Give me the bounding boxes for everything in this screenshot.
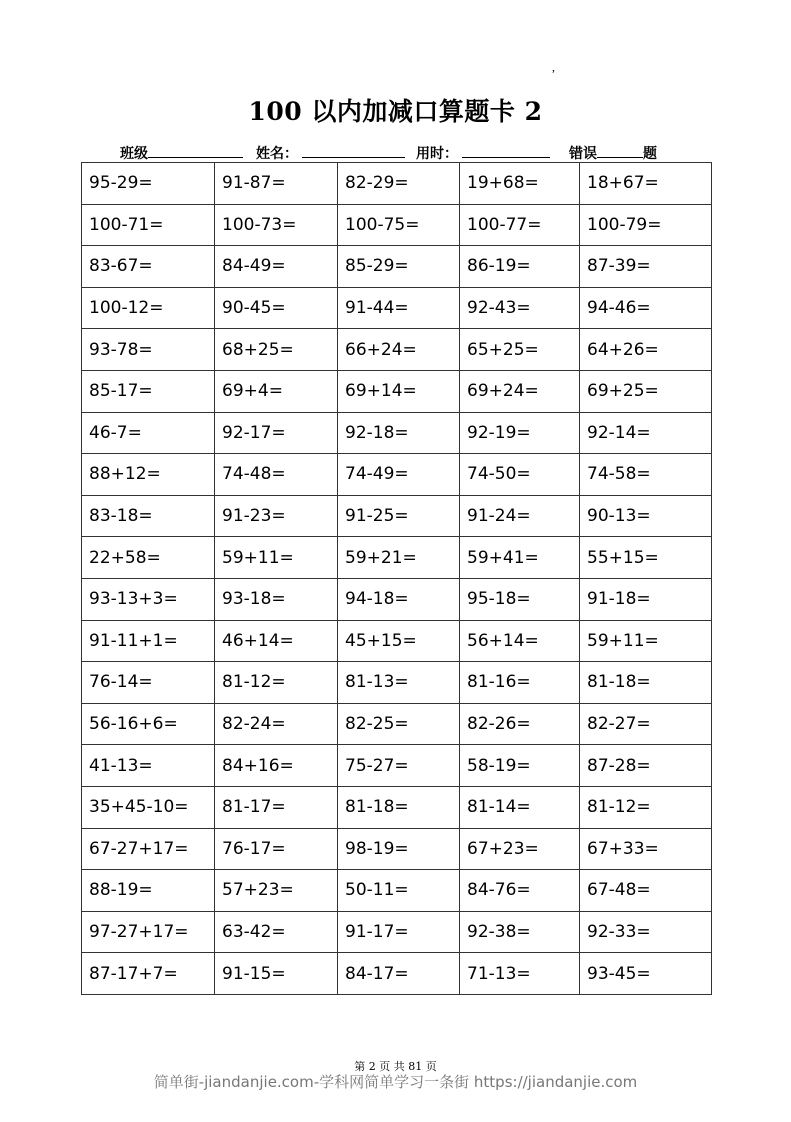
problem-cell: 71-13=: [460, 953, 580, 995]
problem-cell: 100-79=: [580, 204, 712, 246]
problem-cell: 91-11+1=: [82, 620, 215, 662]
table-row: [82, 370, 712, 412]
problem-cell: 86-19=: [460, 246, 580, 288]
problem-cell: 82-27=: [580, 703, 712, 745]
problem-cell: 69+24=: [460, 370, 580, 412]
problem-cell: 91-44=: [338, 287, 460, 329]
table-row: [82, 246, 712, 288]
name-label: 姓名：: [256, 146, 298, 162]
problem-cell: 92-43=: [460, 287, 580, 329]
problem-cell: 81-13=: [338, 662, 460, 704]
problem-cell: 67+23=: [460, 828, 580, 870]
problem-cell: 100-75=: [338, 204, 460, 246]
problem-cell: 74-48=: [215, 454, 338, 496]
errors-blank[interactable]: [597, 143, 643, 158]
errors-label: 错误: [569, 146, 597, 162]
table-row: [82, 329, 712, 371]
problem-cell: 91-25=: [338, 495, 460, 537]
table-row: [82, 870, 712, 912]
problem-cell: 66+24=: [338, 329, 460, 371]
problem-cell: 91-18=: [580, 578, 712, 620]
problem-cell: 93-18=: [215, 578, 338, 620]
table-row: [82, 204, 712, 246]
problem-cell: 92-18=: [338, 412, 460, 454]
problem-cell: 46+14=: [215, 620, 338, 662]
problem-cell: 82-24=: [215, 703, 338, 745]
problem-cell: 93-13+3=: [82, 578, 215, 620]
problem-cell: 58-19=: [460, 745, 580, 787]
problem-cell: 57+23=: [215, 870, 338, 912]
table-row: [82, 911, 712, 953]
table-row: [82, 495, 712, 537]
problem-cell: 91-17=: [338, 911, 460, 953]
table-row: [82, 662, 712, 704]
problem-cell: 87-28=: [580, 745, 712, 787]
problem-cell: 81-14=: [460, 786, 580, 828]
table-row: [82, 537, 712, 579]
problem-cell: 68+25=: [215, 329, 338, 371]
problem-cell: 56-16+6=: [82, 703, 215, 745]
problem-cell: 35+45-10=: [82, 786, 215, 828]
problem-cell: 92-17=: [215, 412, 338, 454]
problem-cell: 67-27+17=: [82, 828, 215, 870]
problem-cell: 93-45=: [580, 953, 712, 995]
problem-cell: 91-24=: [460, 495, 580, 537]
table-row: [82, 745, 712, 787]
table-row: [82, 287, 712, 329]
page-number: 第 2 页 共 81 页: [354, 1060, 437, 1073]
table-row: [82, 454, 712, 496]
table-row: [82, 953, 712, 995]
problem-cell: 92-19=: [460, 412, 580, 454]
problem-cell: 91-15=: [215, 953, 338, 995]
problem-cell: 50-11=: [338, 870, 460, 912]
problem-cell: 82-26=: [460, 703, 580, 745]
problem-cell: 81-17=: [215, 786, 338, 828]
problem-cell: 56+14=: [460, 620, 580, 662]
problem-cell: 82-29=: [338, 163, 460, 205]
problem-cell: 65+25=: [460, 329, 580, 371]
problem-cell: 97-27+17=: [82, 911, 215, 953]
problem-cell: 100-12=: [82, 287, 215, 329]
time-label: 用时：: [416, 146, 458, 162]
problem-cell: 90-13=: [580, 495, 712, 537]
table-row: [82, 620, 712, 662]
problem-cell: 45+15=: [338, 620, 460, 662]
problem-cell: 76-17=: [215, 828, 338, 870]
problem-cell: 82-25=: [338, 703, 460, 745]
class-blank[interactable]: [148, 143, 243, 158]
errors-suffix: 题: [643, 146, 657, 162]
problem-cell: 100-73=: [215, 204, 338, 246]
problem-table: [81, 162, 712, 995]
stray-mark: ,: [552, 60, 555, 74]
problem-cell: 87-39=: [580, 246, 712, 288]
problem-cell: 91-87=: [215, 163, 338, 205]
problem-cell: 87-17+7=: [82, 953, 215, 995]
problem-cell: 95-29=: [82, 163, 215, 205]
problem-cell: 59+41=: [460, 537, 580, 579]
problem-cell: 74-50=: [460, 454, 580, 496]
table-row: [82, 412, 712, 454]
problem-cell: 81-18=: [338, 786, 460, 828]
errors-field: [569, 143, 657, 163]
problem-cell: 63-42=: [215, 911, 338, 953]
problem-cell: 67+33=: [580, 828, 712, 870]
problem-cell: 85-17=: [82, 370, 215, 412]
problem-cell: 69+14=: [338, 370, 460, 412]
problem-cell: 67-48=: [580, 870, 712, 912]
problem-cell: 94-18=: [338, 578, 460, 620]
table-row: [82, 828, 712, 870]
problem-cell: 85-29=: [338, 246, 460, 288]
footer-watermark: 简单街-jiandanjie.com-学科网简单学习一条街 https://jiandanjie.com: [153, 1073, 638, 1091]
problem-cell: 64+26=: [580, 329, 712, 371]
problem-cell: 88+12=: [82, 454, 215, 496]
problem-cell: 83-18=: [82, 495, 215, 537]
table-row: [82, 786, 712, 828]
problem-cell: 18+67=: [580, 163, 712, 205]
problem-cell: 90-45=: [215, 287, 338, 329]
problem-cell: 92-38=: [460, 911, 580, 953]
problem-cell: 59+11=: [215, 537, 338, 579]
class-label: 班级: [120, 146, 148, 162]
problem-cell: 84-49=: [215, 246, 338, 288]
problem-cell: 92-33=: [580, 911, 712, 953]
table-row: [82, 578, 712, 620]
problem-cell: 100-71=: [82, 204, 215, 246]
problem-cell: 74-49=: [338, 454, 460, 496]
page-title: 100 以内加减口算题卡 2: [248, 97, 543, 126]
problem-cell: 100-77=: [460, 204, 580, 246]
name-field: [256, 143, 405, 163]
problem-cell: 81-18=: [580, 662, 712, 704]
problem-cell: 84-76=: [460, 870, 580, 912]
problem-cell: 93-78=: [82, 329, 215, 371]
problem-cell: 19+68=: [460, 163, 580, 205]
problem-cell: 88-19=: [82, 870, 215, 912]
problem-cell: 74-58=: [580, 454, 712, 496]
problem-cell: 69+4=: [215, 370, 338, 412]
class-field: [120, 143, 243, 163]
problem-cell: 76-14=: [82, 662, 215, 704]
problem-cell: 98-19=: [338, 828, 460, 870]
problem-cell: 84-17=: [338, 953, 460, 995]
problem-cell: 83-67=: [82, 246, 215, 288]
problem-cell: 22+58=: [82, 537, 215, 579]
problem-cell: 81-16=: [460, 662, 580, 704]
problem-cell: 81-12=: [580, 786, 712, 828]
table-row: [82, 703, 712, 745]
table-row: [82, 163, 712, 205]
problem-cell: 91-23=: [215, 495, 338, 537]
problem-cell: 75-27=: [338, 745, 460, 787]
problem-cell: 94-46=: [580, 287, 712, 329]
problem-cell: 55+15=: [580, 537, 712, 579]
problem-cell: 46-7=: [82, 412, 215, 454]
time-blank[interactable]: [462, 143, 550, 158]
problem-cell: 92-14=: [580, 412, 712, 454]
problem-cell: 69+25=: [580, 370, 712, 412]
name-blank[interactable]: [302, 143, 405, 158]
problem-cell: 59+11=: [580, 620, 712, 662]
problem-cell: 41-13=: [82, 745, 215, 787]
problem-cell: 95-18=: [460, 578, 580, 620]
problem-cell: 81-12=: [215, 662, 338, 704]
time-field: [416, 143, 550, 163]
problem-cell: 84+16=: [215, 745, 338, 787]
problem-cell: 59+21=: [338, 537, 460, 579]
